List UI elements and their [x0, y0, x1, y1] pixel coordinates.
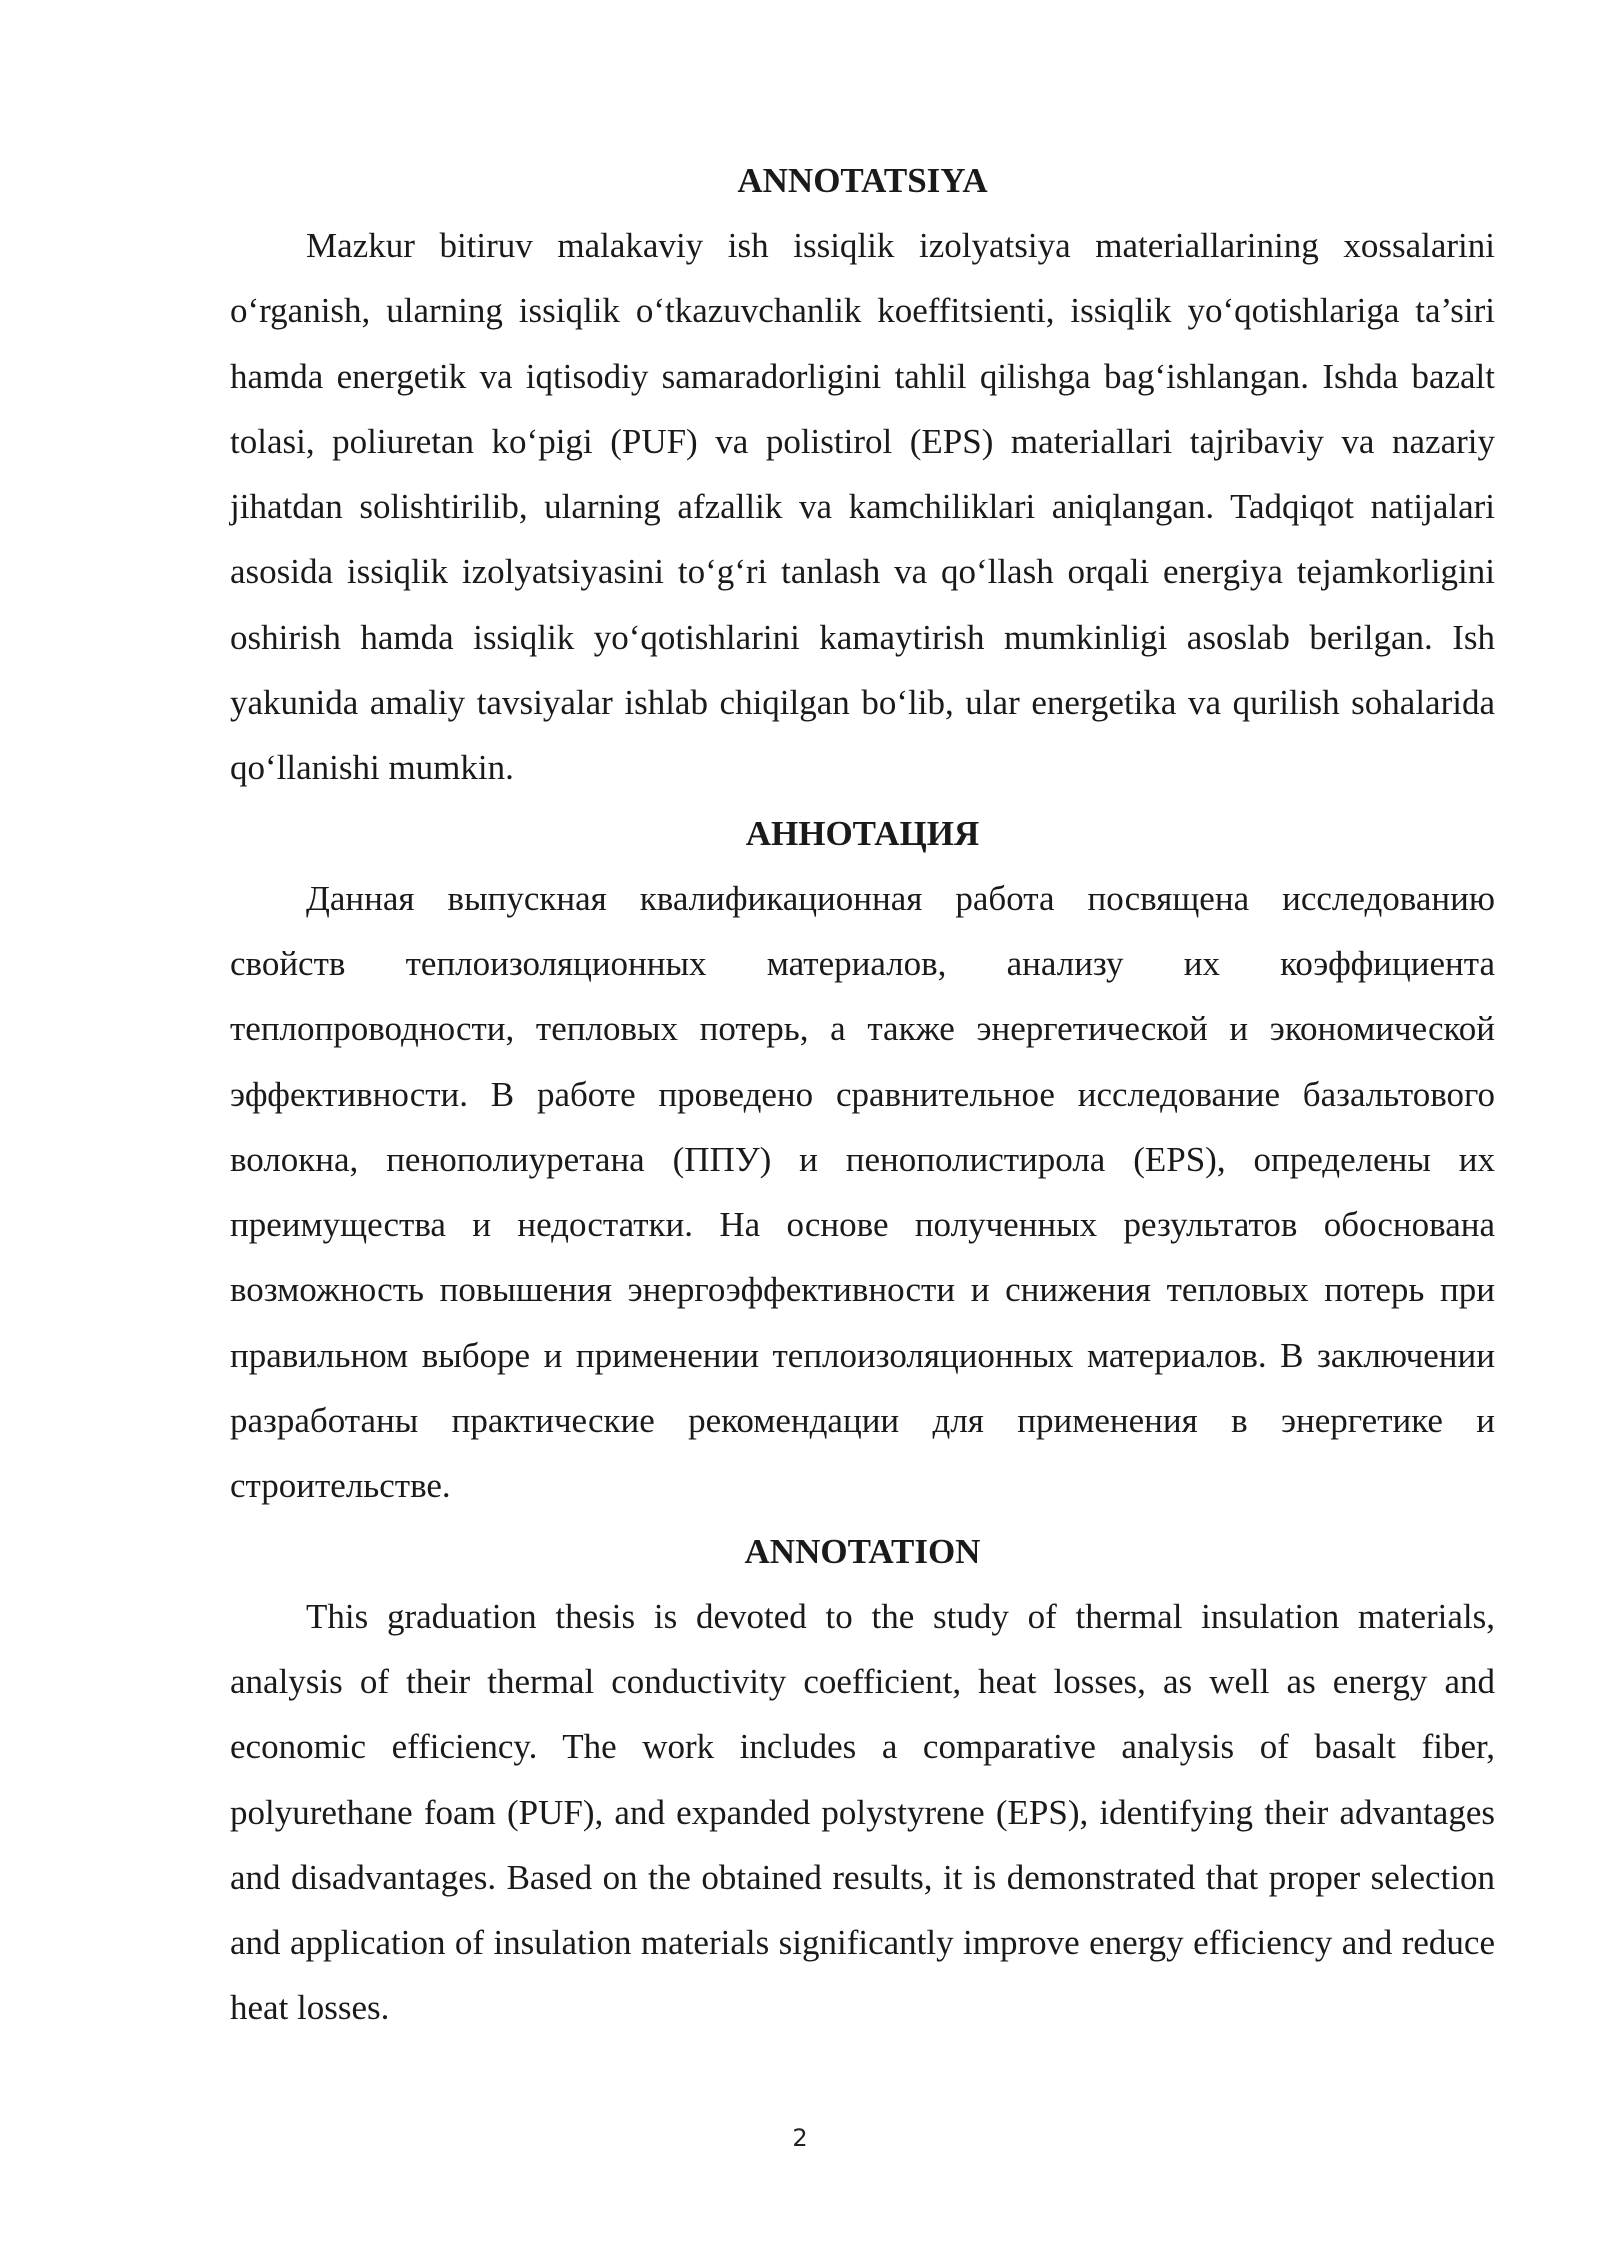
section-heading: ANNOTATION — [744, 1531, 981, 1571]
annotation-uzbek — [230, 148, 1495, 801]
section-paragraph: This graduation thesis is devoted to the study of thermal insulation materials, analysis of their thermal conductivity coefficient, heat losses, as well as energy and economic efficiency. The work includes a comparative analysis of basalt fiber, polyurethane foam (PUF), and expanded polystyrene (EPS), identifying their advantages and disadvantages. Based on the obtained results, it is demonstrated that proper selection and application of insulation materials significantly improve energy efficiency and reduce heat losses. — [230, 1596, 1495, 2028]
page-content — [230, 148, 1495, 2041]
section-paragraph: Mazkur bitiruv malakaviy ish issiqlik izolyatsiya materiallarining xossalarini o‘rganish, ularning issiqlik o‘tkazuvchanlik koeffitsienti, issiqlik yo‘qotishlariga ta’siri hamda energetik va iqtisodiy samaradorligini tahlil qilishga bag‘ishlangan. Ishda bazalt tolasi, poliuretan ko‘pigi (PUF) va polistirol (EPS) materiallari tajribaviy va nazariy jihatdan solishtirilib, ularning afzallik va kamchiliklari aniqlangan. Tadqiqot natijalari asosida issiqlik izolyatsiyasini to‘g‘ri tanlash va qo‘llash orqali energiya tejamkorligini oshirish hamda issiqlik yo‘qotishlarini kamaytirish mumkinligi asoslab berilgan. Ish yakunida amaliy tavsiyalar ishlab chiqilgan bo‘lib, ular energetika va qurilish sohalarida qo‘llanishi mumkin. — [230, 226, 1495, 788]
page-number: 2 — [792, 2124, 808, 2152]
section-paragraph: Данная выпускная квалификационная работа посвящена исследованию свойств теплоизоляционных материалов, анализу их коэффициента теплопроводности, тепловых потерь, а также энергетической и экономической эффективности. В работе проведено сравнительное исследование базальтового волокна, пенополиуретана (ППУ) и пенополистирола (EPS), определены их преимущества и недостатки. На основе полученных результатов обоснована возможность повышения энергоэффективности и снижения тепловых потерь при правильном выборе и применении теплоизоляционных материалов. В заключении разработаны практические рекомендации для применения в энергетике и строительстве. — [230, 878, 1495, 1506]
section-heading: ANNOTATSIYA — [737, 161, 988, 200]
annotation-russian — [230, 801, 1495, 1519]
section-heading: АННОТАЦИЯ — [745, 813, 980, 853]
annotation-english — [230, 1519, 1495, 2041]
